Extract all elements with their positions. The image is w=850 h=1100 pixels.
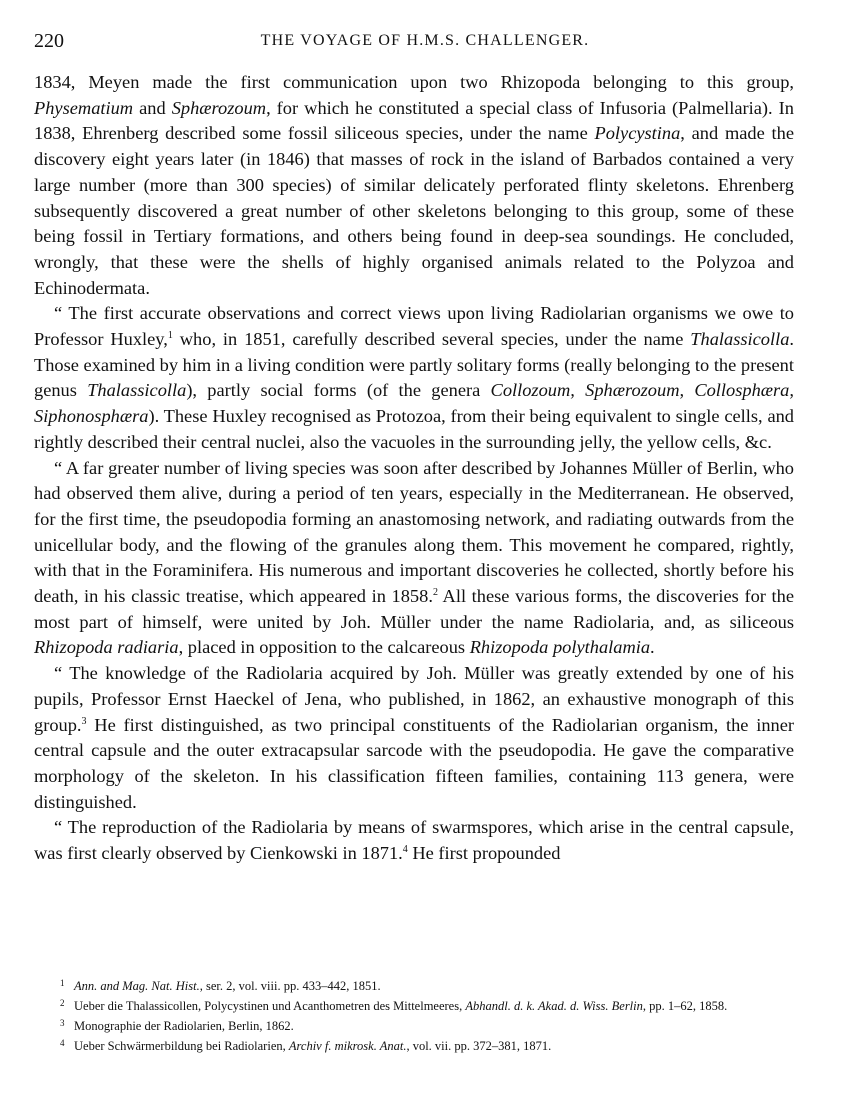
footnotes	[34, 976, 794, 1056]
paragraph-3: “ A far greater number of living species was soon after described by Johannes Müller of Berlin, who had observed them alive, during a period of ten years, especially in the Mediterranean. He observed, for the first time, the pseudopodia forming an anastomosing network, and radiating outwards from the unicellular body, and the flowing of the granules along them. This movement he compared, rightly, with that in the Foraminifera. His numerous and important discoveries he collected, shortly before his death, in his classic treatise, which appeared in 1858.$^2$ All these various forms, the discoveries for the most part of himself, were united by Joh. Müller under the name Radiolaria, and, as siliceous Rhizopoda radiaria, placed in opposition to the calcareous Rhizopoda polythalamia.	[34, 457, 794, 658]
page-number: 220	[34, 30, 64, 52]
paragraph-4: “ The knowledge of the Radiolaria acquired by Joh. Müller was greatly extended by one of his pupils, Professor Ernst Haeckel of Jena, who published, in 1862, an exhaustive monograph of this group.$^3$ He first distinguished, as two principal constituents of the Radiolarian organism, the inner central capsule and the outer extracapsular sarcode with the pseudopodia. He gave the comparative morphology of the skeleton. In his classification fifteen families, containing 113 genera, were distinguished.	[34, 663, 794, 812]
paragraph-1: 1834, Meyen made the first communication upon two Rhizopoda belonging to this group, Physematium and Sphærozoum, for which he constituted a special class of Infusoria (Palmellaria). In 1838, Ehrenberg described some fossil siliceous species, under the name Polycystina, and made the discovery eight years later (in 1846) that masses of rock in the island of Barbados contained a very large number (more than 300 species) of similar delicately perforated flinty skeletons. Ehrenberg subsequently discovered a great number of other skeletons belonging to this group, some of these being fossil in Tertiary formations, and others being found in deep-sea soundings. He concluded, wrongly, that these were the shells of highly organised animals related to the Polyzoa and Echinodermata.	[34, 72, 794, 298]
running-title: THE VOYAGE OF H.M.S. CHALLENGER.	[260, 32, 590, 49]
footnote-4: 4 Ueber Schwärmerbildung bei Radiolarien, Archiv f. mikrosk. Anat., vol. vii. pp. 372–381, 1871.	[60, 1038, 552, 1053]
footnote-ref-4[interactable]: 4	[402, 844, 408, 856]
footnote-ref-2[interactable]: 2	[432, 587, 438, 599]
page-header	[34, 30, 816, 58]
footnote-ref-1[interactable]: 1	[167, 330, 173, 342]
footnote-3: 3 Monographie der Radiolarien, Berlin, 1862.	[60, 1018, 294, 1033]
paragraph-2: “ The first accurate observations and correct views upon living Radiolarian organisms we owe to Professor Huxley,$^1$ who, in 1851, carefully described several species, under the name Thalassicolla. Those examined by him in a living condition were partly solitary forms (really belonging to the present genus Thalassicolla), partly social forms (of the genera Collozoum, Sphærozoum, Collosphæra, Siphonosphæra). These Huxley recognised as Protozoa, from their being equivalent to single cells, and rightly described their central nuclei, also the vacuoles in the surrounding jelly, the yellow cells, &c.	[34, 303, 794, 452]
body-text	[34, 70, 794, 867]
footnote-2: 2 Ueber die Thalassicollen, Polycystinen und Acanthometren des Mittelmeeres, Abhandl. d. k. Akad. d. Wiss. Berlin, pp. 1–62, 1858.	[60, 998, 728, 1013]
paragraph-5: “ The reproduction of the Radiolaria by means of swarmspores, which arise in the central capsule, was first clearly observed by Cienkowski in 1871.$^4$ He first propounded	[34, 817, 794, 864]
footnote-1: 1 Ann. and Mag. Nat. Hist., ser. 2, vol. viii. pp. 433–442, 1851.	[60, 978, 381, 993]
footnote-ref-3[interactable]: 3	[81, 715, 87, 727]
